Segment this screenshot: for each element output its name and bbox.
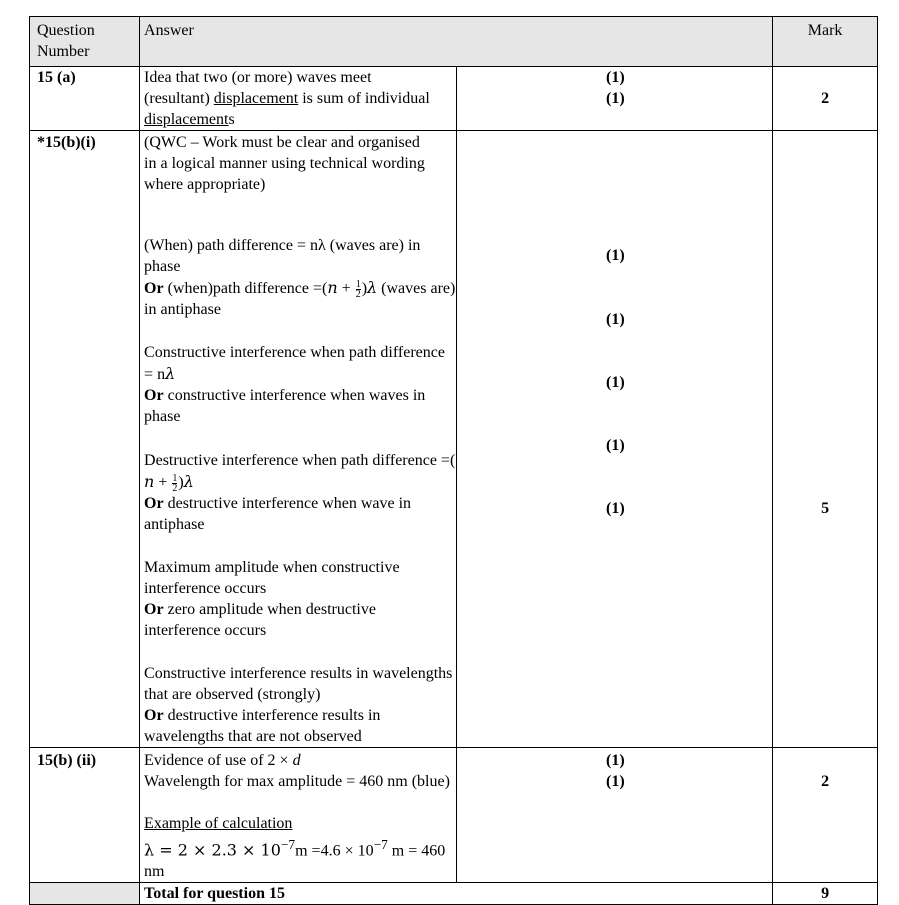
total-15bii: 2 <box>821 773 830 790</box>
question-number-15bi: *15(b)(i) <box>37 134 96 151</box>
answer-15a-line2: (resultant) displacement is sum of individual displacements <box>144 90 430 128</box>
mark-15bi-4: (1) <box>606 437 625 454</box>
fraction-one-half: $\frac{1}{2}$ <box>355 278 361 300</box>
total-value: 9 <box>773 883 878 905</box>
answer-15bii-line1: Evidence of use of 2 × d <box>144 752 301 769</box>
header-answer: Answer <box>140 17 773 67</box>
point-4: Maximum amplitude when constructive interference occurs Or zero amplitude when destructive interference occurs <box>144 559 400 639</box>
mark-15bii-1: (1) <box>606 752 625 769</box>
example-title: Example of calculation <box>144 815 293 832</box>
question-number-15a: 15 (a) <box>37 69 76 86</box>
answer-15bii-line2: Wavelength for max amplitude = 460 nm (blue) <box>144 773 450 790</box>
header-row <box>30 17 878 67</box>
header-mark: Mark <box>773 17 878 67</box>
mark-15bi-5: (1) <box>606 500 625 517</box>
point-3: Destructive interference when path difference =( n + $\frac{1}{2}$ )λ Or destructive interference when wave in antiphase <box>144 452 456 533</box>
mark-scheme-table <box>29 16 878 905</box>
mark-15bi-2: (1) <box>606 311 625 328</box>
point-2: Constructive interference when path difference = nλ Or constructive interference when waves in phase <box>144 344 445 425</box>
row-15a <box>30 67 878 131</box>
total-15bi: 5 <box>821 500 830 517</box>
fraction-one-half-2: $\frac{1}{2}$ <box>172 472 178 494</box>
total-15a: 2 <box>821 90 830 107</box>
mark-15a-1: (1) <box>606 69 625 86</box>
question-number-15bii: 15(b) (ii) <box>37 752 97 769</box>
mark-15bi-3: (1) <box>606 374 625 391</box>
row-15bi <box>30 131 878 748</box>
example-calculation: $\lambda = 2 \times 2.3 \times 10^{-7}m =4.6 \times 10^{-7}$ m = 460 nm <box>144 837 446 881</box>
mark-15a-2: (1) <box>606 90 625 107</box>
answer-15a-line1: Idea that two (or more) waves meet <box>144 69 372 86</box>
point-1: (When) path difference = nλ (waves are) in phase Or (when)path difference =(n + $\frac{1}{2}$ )λ (waves are) in antiphase <box>144 237 456 318</box>
row-15bii <box>30 748 878 883</box>
point-5: Constructive interference results in wavelengths that are observed (strongly) Or destructive interference results in wavelengths that are not observed <box>144 665 453 745</box>
header-question-number: Question Number <box>30 17 140 67</box>
mark-15bi-1: (1) <box>606 247 625 264</box>
mark-15bii-2: (1) <box>606 773 625 790</box>
qwc-note: (QWC – Work must be clear and organised in a logical manner using technical wording where appropriate) <box>144 134 425 193</box>
row-total <box>30 883 878 905</box>
total-label: Total for question 15 <box>144 885 285 903</box>
